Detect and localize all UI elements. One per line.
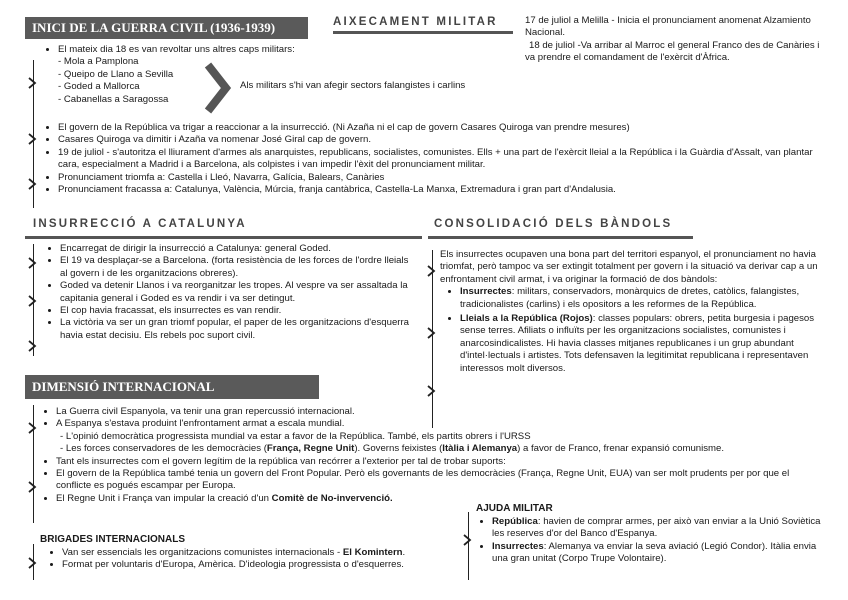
bandol-lleials: • Lleials a la República (Rojos): classes populars: obrers, petita burgesia i pagesos sense terres. Afiliats o influïts per les organitzacions socialistes, comunistes i anarcosindicalistes. Hi havia classes mitjanes republicanes i un grup abundant d'intel·lectuals i artistes. Tots defensaven la legitimitat republicana i representaven interessos molt diversos. [460, 313, 828, 375]
inici-items-list [44, 122, 814, 196]
inici-item: • Pronunciament fracassa a: Catalunya, València, Múrcia, franja cantàbrica, Castella-La Manxa, Extremadura i gran part d'Andalusia. [58, 184, 814, 196]
arrow-right-icon [27, 77, 39, 89]
arrow-right-icon [27, 557, 39, 569]
inici-item: • Pronunciament triomfa a: Castella i Lleó, Navarra, Galícia, Balears, Canàries [58, 172, 814, 184]
ajuda-vertical-line [468, 512, 469, 580]
chevron-right-icon [204, 62, 232, 114]
arrow-right-icon [426, 385, 438, 397]
arrow-right-icon [27, 422, 39, 434]
arrow-right-icon [27, 133, 39, 145]
dimensio-item: • El Regne Unit i França van impular la creació d'un Comitè de No-invervenció. [56, 493, 832, 505]
dimensio-sub: - L'opinió democràtica progressista mundial va estar a favor de la República. També, els partits obrers i l'URSS [60, 430, 531, 442]
brigades-title: BRIGADES INTERNACIONALS [40, 534, 186, 545]
inici-item: • El govern de la República va trigar a reaccionar a la insurrecció. (Ni Azaña ni el cap de govern Casares Quiroga van prendre mesures) [58, 122, 814, 134]
falangistes-note: Als militars s'hi van afegir sectors falangistes i carlins [240, 80, 466, 91]
arrow-right-icon [426, 327, 438, 339]
insurreccio-title: INSURRECCIÓ A CATALUNYA [33, 218, 247, 230]
insurreccio-item: • Goded va detenir Llanos i va reorganitzar les tropes. Al vespre va ser assaltada la capitania general i Goded es va rendir i va ser detingut. [60, 280, 416, 305]
arrow-right-icon [462, 534, 474, 546]
brigades-list [48, 547, 478, 572]
insurreccio-rule [25, 236, 422, 239]
dimensio-title: DIMENSIÓ INTERNACIONAL [25, 375, 319, 399]
consolidacio-intro: Els insurrectes ocupaven una bona part del territori espanyol, el pronunciament no havia triomfat, però tampoc va ser extingit totalment per govern i la situació va derivar cap a un enfrontament civil armat, i va originar la formació de dos bàndols: [440, 249, 818, 285]
arrow-right-icon [27, 257, 39, 269]
dimensio-item: • El govern de la República també tenia un govern del Front Popular. Però els governants de les democràcies (França, Regne Unit, EUA) van ser molt prudents per por que el conflicte es pogués escampar per Europa. [56, 468, 816, 493]
ajuda-title: AJUDA MILITAR [476, 503, 553, 514]
inici-item: • 19 de juliol - s'autoritza el lliurament d'armes als anarquistes, republicans, socialistes, comunistes. Ells + una part de l'exèrcit lleial a la República i la Guàrdia d'Assalt, van plantar cara, especialment a Madrid i a Barcelona, als colpistes i van impedir l'èxit del pronunciament militar. [58, 147, 814, 172]
dimensio-sub: - Les forces conservadores de les democràcies (França, Regne Unit). Governs feixistes (Itàlia i Alemanya) a favor de Franco, frenar expansió comunisme. [60, 443, 725, 455]
ajuda-list [478, 516, 830, 566]
arrow-right-icon [27, 481, 39, 493]
arrow-right-icon [27, 295, 39, 307]
dimensio-item: • A Espanya s'estava produint l'enfrontament armat a escala mundial. [56, 418, 832, 430]
insurreccio-list [46, 243, 416, 342]
insurreccio-item: • El 19 va desplaçar-se a Barcelona. (forta resistència de les forces de l'ordre lleials al govern i de les organitzacions obreres). [60, 255, 416, 280]
arrow-right-icon [27, 178, 39, 190]
dimensio-item: • La Guerra civil Espanyola, va tenir una gran repercussió internacional. [56, 406, 832, 418]
arrow-right-icon [27, 340, 39, 352]
brigades-item: • Van ser essencials les organitzacions comunistes internacionals - El Komintern. [62, 547, 478, 559]
aixecament-line1: 17 de juliol a Melilla - Inicia el pronunciament anomenat Alzamiento Nacional. [525, 15, 811, 39]
cap-item: - Goded a Mallorca [58, 81, 140, 93]
insurreccio-item: • Encarregat de dirigir la insurrecció a Catalunya: general Goded. [60, 243, 416, 255]
dimensio-list [42, 406, 832, 505]
arrow-right-icon [426, 265, 438, 277]
inici-intro-list [44, 44, 344, 106]
insurreccio-item: • La victòria va ser un gran triomf popular, el paper de les organitzacions d'esquerra havia estat decisiu. Els rebels poc suport civil. [60, 317, 416, 342]
inici-item: • Casares Quiroga va dimitir i Azaña va nomenar José Giral cap de govern. [58, 134, 814, 146]
aixecament-line2: 18 de juliol -Va arribar al Marroc el general Franco des de Canàries i va prendre el comandament de l'exèrcit d'Àfrica. [525, 39, 820, 64]
dimensio-item: • Tant els insurrectes com el govern legítim de la república van recórrer a l'exterior per tal de trobar suports: [56, 456, 832, 468]
consolidacio-title: CONSOLIDACIÓ DELS BÀNDOLS [434, 218, 673, 230]
inici-title: INICI DE LA GUERRA CIVIL (1936-1939) [25, 17, 308, 39]
brigades-item: • Format per voluntaris d'Europa, Amèrica. D'ideologia progressista o d'esquerres. [62, 559, 478, 571]
consolidacio-block [440, 249, 828, 375]
inici-intro: • El mateix dia 18 es van revoltar uns altres caps militars: [58, 44, 344, 56]
bandol-insurrectes: • Insurrectes: militars, conservadors, monàrquics de dretes, catòlics, falangistes, tradicionalistes (carlins) i els opositors a les reformes de la República. [460, 286, 828, 311]
insurreccio-item: • El cop havia fracassat, els insurrectes es van rendir. [60, 305, 416, 317]
cap-item: - Cabanellas a Saragossa [58, 93, 169, 105]
aixecament-rule [333, 31, 513, 34]
aixecament-text [525, 15, 825, 65]
ajuda-insurrectes: • Insurrectes: Alemanya va enviar la seva aviació (Legió Condor). Itàlia envia una gran unitat (Corpo Trupe Volontaire). [492, 541, 830, 566]
aixecament-title: AIXECAMENT MILITAR [333, 16, 498, 28]
ajuda-republica: • República: havien de comprar armes, per això van enviar a la Unió Soviètica les reserves d'or del Banco d'Espanya. [492, 516, 830, 541]
cap-item: - Queipo de Llano a Sevilla [58, 68, 174, 80]
cap-item: - Mola a Pamplona [58, 56, 139, 68]
consolidacio-rule [428, 236, 693, 239]
